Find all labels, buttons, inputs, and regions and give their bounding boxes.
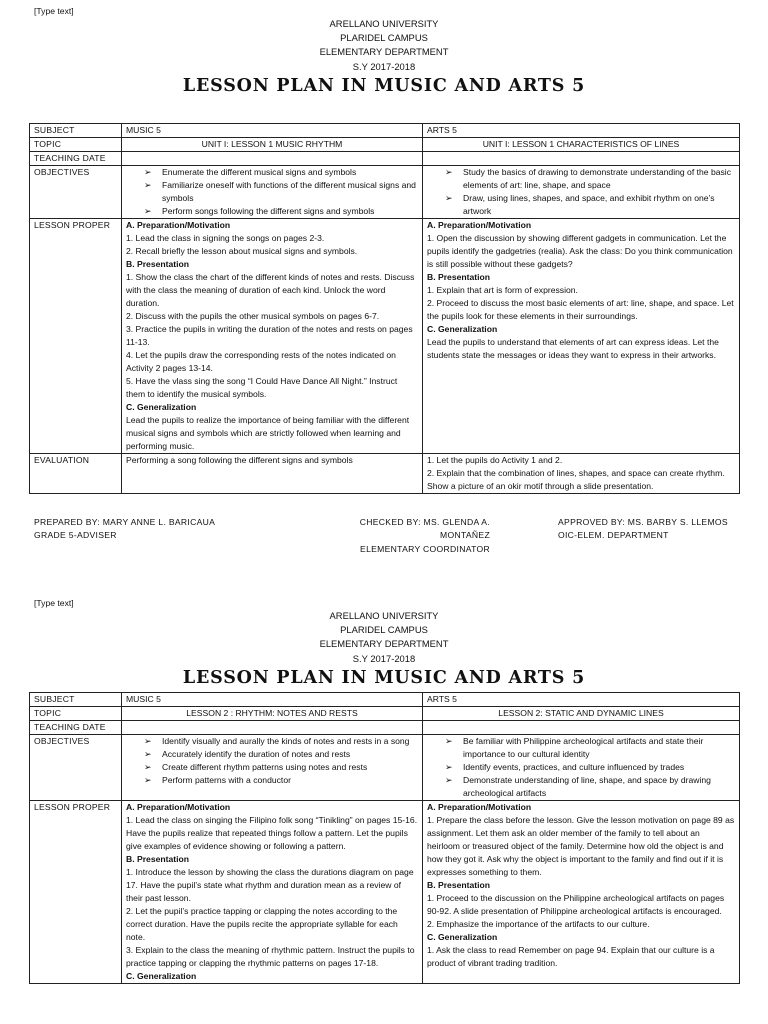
prepared-by-name: PREPARED BY: MARY ANNE L. BARICAUA bbox=[34, 517, 216, 527]
lesson-step: Performing a song following the different signs and symbols bbox=[126, 455, 353, 465]
section-heading: C. Generalization bbox=[126, 971, 197, 981]
objective-list bbox=[427, 166, 735, 218]
section-heading: A. Preparation/Motivation bbox=[427, 802, 532, 812]
lesson-plan-table bbox=[29, 123, 740, 494]
arts-objectives bbox=[423, 735, 740, 801]
department-name: ELEMENTARY DEPARTMENT bbox=[319, 46, 449, 58]
prepared-by-role: GRADE 5-ADVISER bbox=[34, 530, 117, 541]
music-lesson-proper bbox=[122, 801, 423, 984]
lesson-step: 1. Lead the class on singing the Filipino folk song “Tinikling” on pages 15-16. bbox=[126, 815, 418, 825]
lesson-step: 4. Let the pupils draw the corresponding rests of the notes indicated on Activity 2 pages 13-14. bbox=[126, 350, 396, 373]
section-heading: B. Presentation bbox=[427, 880, 491, 890]
university-name: ARELLANO UNIVERSITY bbox=[329, 610, 439, 621]
lesson-plan-table bbox=[29, 692, 740, 984]
lesson-step: 2. Recall briefly the lesson about musical signs and symbols. bbox=[126, 246, 358, 256]
objective-list bbox=[126, 735, 418, 787]
evaluation-row bbox=[30, 454, 740, 494]
lesson-step: 1. Ask the class to read Remember on page 94. Explain that our culture is a product of vibrant trading tradition. bbox=[427, 945, 715, 968]
objective-item: ➢ Be familiar with Philippine archeological artifacts and state their importance to our cultural identity bbox=[445, 735, 735, 761]
music-topic: LESSON 2 : RHYTHM: NOTES AND RESTS bbox=[122, 707, 423, 721]
arts-topic: LESSON 2: STATIC AND DYNAMIC LINES bbox=[423, 707, 740, 721]
checked-by-block bbox=[310, 516, 490, 556]
arts-objectives bbox=[423, 166, 740, 219]
document-header bbox=[0, 17, 768, 74]
lesson-step: 1. Show the class the chart of the different kinds of notes and rests. Discuss with the class the meaning of duration of each kind. Unlock the word duration. bbox=[126, 272, 415, 308]
checked-by-role: ELEMENTARY COORDINATOR bbox=[360, 543, 490, 554]
objectives-label: OBJECTIVES bbox=[30, 735, 122, 801]
lesson-step: 1. Explain that art is form of expression. bbox=[427, 285, 578, 295]
document-header bbox=[0, 609, 768, 666]
objective-item: ➢ Demonstrate understanding of line, shape, and space by drawing archeological artifacts bbox=[445, 774, 735, 800]
lesson-proper-label: LESSON PROPER bbox=[30, 219, 122, 454]
lesson-step: 1. Prepare the class before the lesson. Give the lesson motivation on page 89 as assignment. Let them ask an older member of the family to tell about an heirloom or treasured object of the family. Determine how old the object is and how they got it. Ask why the object is important to the family and find out if it is expresses something to them. bbox=[427, 815, 735, 877]
lesson-step: Lead the pupils to realize the importance of being familiar with the different musical signs and symbols which are strictly followed when learning and performing music. bbox=[126, 415, 410, 451]
section-heading: C. Generalization bbox=[427, 932, 498, 942]
music-teaching-date bbox=[122, 152, 423, 166]
approved-by-role: OIC-ELEM. DEPARTMENT bbox=[558, 530, 669, 541]
department-name: ELEMENTARY DEPARTMENT bbox=[319, 638, 449, 650]
page-title: LESSON PLAN IN MUSIC AND ARTS 5 bbox=[182, 76, 586, 96]
section-heading: A. Preparation/Motivation bbox=[126, 802, 231, 812]
campus-name: PLARIDEL CAMPUS bbox=[340, 624, 428, 636]
topic-row bbox=[30, 707, 740, 721]
section-heading: B. Presentation bbox=[126, 259, 190, 269]
subject-row bbox=[30, 124, 740, 138]
school-year: S.Y 2017-2018 bbox=[352, 60, 416, 72]
section-heading: B. Presentation bbox=[126, 854, 190, 864]
prepared-by-block bbox=[34, 516, 215, 543]
objective-item: ➢ Familiarize oneself with functions of the different musical signs and symbols bbox=[144, 179, 418, 205]
approved-by-block bbox=[558, 516, 728, 543]
lesson-step: Have the pupils realize that repeated things follow a pattern. Let the pupils give examples of evidence showing or following a pattern. bbox=[126, 828, 408, 851]
lesson-step: Lead the pupils to understand that elements of art can express ideas. Let the students state the messages or ideas they want to express in their artworks. bbox=[427, 337, 719, 360]
section-heading: A. Preparation/Motivation bbox=[427, 220, 532, 230]
section-heading: C. Generalization bbox=[427, 324, 498, 334]
lesson-step: 1. Proceed to the discussion on the Philippine archeological artifacts on pages 90-92. A slide presentation of Philippine archeological artifacts is encouraged. bbox=[427, 893, 725, 916]
objective-item: ➢ Study the basics of drawing to demonstrate understanding of the basic elements of art: line, shape, and space bbox=[445, 166, 735, 192]
school-year: S.Y 2017-2018 bbox=[352, 652, 416, 664]
lesson-proper-row bbox=[30, 801, 740, 984]
subject-label: SUBJECT bbox=[30, 124, 122, 138]
topic-label: TOPIC bbox=[30, 707, 122, 721]
campus-name: PLARIDEL CAMPUS bbox=[340, 32, 428, 44]
university-name: ARELLANO UNIVERSITY bbox=[329, 18, 439, 29]
objective-list bbox=[427, 735, 735, 800]
checked-by-name: CHECKED BY: MS. GLENDA A. MONTAÑEZ bbox=[359, 517, 490, 541]
lesson-proper-label: LESSON PROPER bbox=[30, 801, 122, 984]
music-objectives bbox=[122, 735, 423, 801]
topic-label: TOPIC bbox=[30, 138, 122, 152]
lesson-step: 1. Introduce the lesson by showing the class the durations diagram on page 17. Have the pupil’s state what rhythm and duration mean as a review of their past lesson. bbox=[126, 867, 414, 903]
objective-list bbox=[126, 166, 418, 218]
lesson-step: 5. Have the vlass sing the song “I Could Have Dance All Night.” Instruct them to identify the musical symbols. bbox=[126, 376, 398, 399]
music-topic: UNIT I: LESSON 1 MUSIC RHYTHM bbox=[122, 138, 423, 152]
lesson-step: 1. Open the discussion by showing different gadgets in communication. Let the pupils identify the gadgetries (realia). Ask the class: Do you think communication is still possible without these gadgets? bbox=[427, 233, 733, 269]
music-evaluation bbox=[122, 454, 423, 494]
arts-lesson-proper bbox=[423, 801, 740, 984]
arts-teaching-date bbox=[423, 721, 740, 735]
arts-teaching-date bbox=[423, 152, 740, 166]
teaching-date-row bbox=[30, 721, 740, 735]
lesson-step: 2. Explain that the combination of lines, shapes, and space can create rhythm. Show a picture of an okir motif through a slide presentation. bbox=[427, 468, 725, 491]
section-heading: C. Generalization bbox=[126, 402, 197, 412]
music-subject: MUSIC 5 bbox=[122, 124, 423, 138]
lesson-step: 2. Emphasize the importance of the artifacts to our culture. bbox=[427, 919, 650, 929]
page-title: LESSON PLAN IN MUSIC AND ARTS 5 bbox=[182, 668, 586, 688]
subject-row bbox=[30, 693, 740, 707]
approved-by-name: APPROVED BY: MS. BARBY S. LLEMOS bbox=[558, 517, 728, 527]
music-teaching-date bbox=[122, 721, 423, 735]
lesson-step: 3. Explain to the class the meaning of rhythmic pattern. Instruct the pupils to practice tapping or clapping the rhythmic patterns on pages 17-18. bbox=[126, 945, 415, 968]
arts-subject: ARTS 5 bbox=[423, 693, 740, 707]
topic-row bbox=[30, 138, 740, 152]
type-text-placeholder: [Type text] bbox=[34, 598, 74, 608]
type-text-placeholder: [Type text] bbox=[34, 6, 74, 16]
section-heading: A. Preparation/Motivation bbox=[126, 220, 231, 230]
arts-lesson-proper bbox=[423, 219, 740, 454]
lesson-step: 2. Proceed to discuss the most basic elements of art: line, shape, and space. Let the pupils look for these elements in their surroundings. bbox=[427, 298, 734, 321]
objective-item: ➢ Identify events, practices, and culture influenced by trades bbox=[445, 761, 735, 774]
music-subject: MUSIC 5 bbox=[122, 693, 423, 707]
objective-item: ➢ Accurately identify the duration of notes and rests bbox=[144, 748, 418, 761]
lesson-step: 2. Discuss with the pupils the other musical symbols on pages 6-7. bbox=[126, 311, 380, 321]
arts-evaluation bbox=[423, 454, 740, 494]
teaching-date-row bbox=[30, 152, 740, 166]
objective-item: ➢ Enumerate the different musical signs and symbols bbox=[144, 166, 418, 179]
subject-label: SUBJECT bbox=[30, 693, 122, 707]
objective-item: ➢ Draw, using lines, shapes, and space, and exhibit rhythm on one’s artwork bbox=[445, 192, 735, 218]
objectives-row bbox=[30, 166, 740, 219]
objective-item: ➢ Perform patterns with a conductor bbox=[144, 774, 418, 787]
music-lesson-proper bbox=[122, 219, 423, 454]
teaching-date-label: TEACHING DATE bbox=[30, 721, 122, 735]
lesson-step: 1. Lead the class in signing the songs on pages 2-3. bbox=[126, 233, 325, 243]
lesson-step: 1. Let the pupils do Activity 1 and 2. bbox=[427, 455, 563, 465]
teaching-date-label: TEACHING DATE bbox=[30, 152, 122, 166]
section-heading: B. Presentation bbox=[427, 272, 491, 282]
objectives-label: OBJECTIVES bbox=[30, 166, 122, 219]
lesson-step: 3. Practice the pupils in writing the duration of the notes and rests on pages 11-13. bbox=[126, 324, 413, 347]
arts-topic: UNIT I: LESSON 1 CHARACTERISTICS OF LINES bbox=[423, 138, 740, 152]
music-objectives bbox=[122, 166, 423, 219]
objective-item: ➢ Identify visually and aurally the kinds of notes and rests in a song bbox=[144, 735, 418, 748]
evaluation-label: EVALUATION bbox=[30, 454, 122, 494]
arts-subject: ARTS 5 bbox=[423, 124, 740, 138]
lesson-proper-row bbox=[30, 219, 740, 454]
objective-item: ➢ Perform songs following the different signs and symbols bbox=[144, 205, 418, 218]
objective-item: ➢ Create different rhythm patterns using notes and rests bbox=[144, 761, 418, 774]
lesson-step: 2. Let the pupil’s practice tapping or clapping the notes according to the correct duration. Have the pupils recite the appropriate syllable for each note. bbox=[126, 906, 398, 942]
objectives-row bbox=[30, 735, 740, 801]
